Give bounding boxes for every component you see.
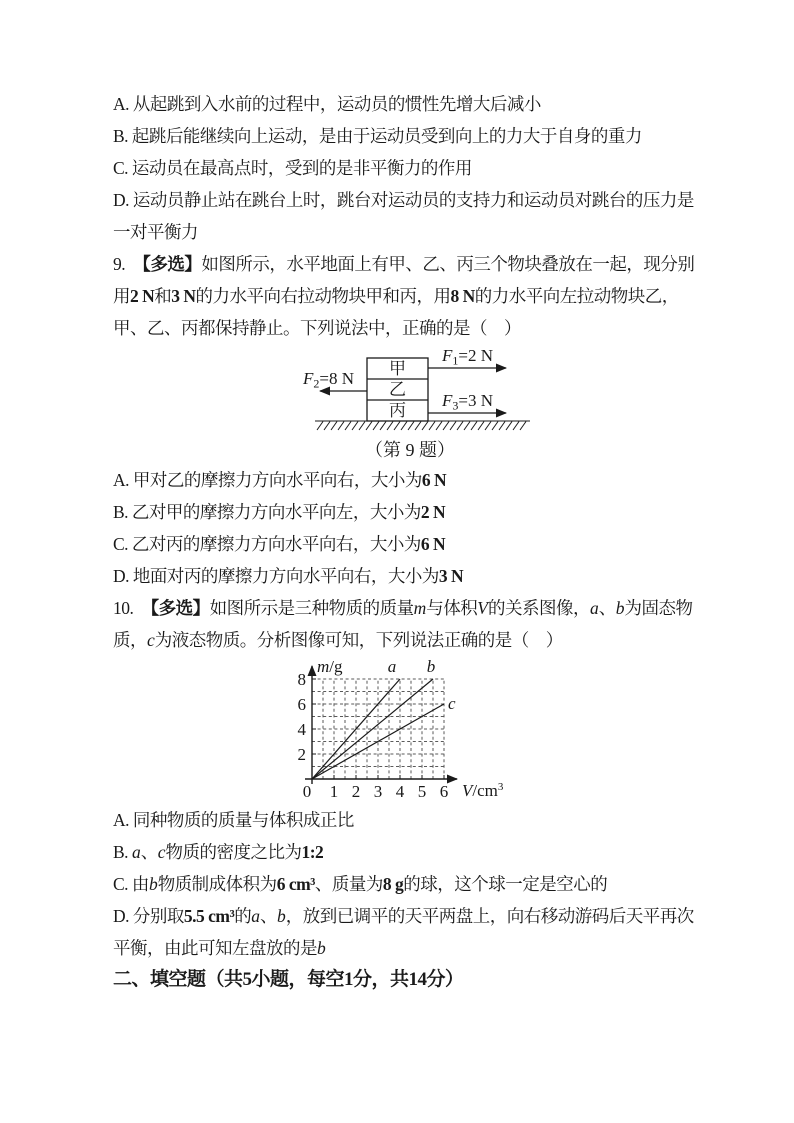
q9-option-d [113,560,697,592]
text-segment: D. 分别取 [113,906,184,926]
text-segment: 为液态物质。分析图像可知，下列说法正确的是（ ） [154,630,563,650]
y-axis-label: m/g [317,657,343,676]
series-label-c: c [448,694,456,713]
text-segment: a [589,598,599,618]
q8-option-d [113,184,697,248]
section2-title: 二、填空题（共5小题，每空1分，共14分） [113,969,464,990]
text-segment: c [147,630,155,650]
y-tick-2: 2 [297,745,306,764]
text-segment: 、质量为 [314,874,383,894]
series-label-b: b [426,657,436,676]
text-segment: 8 g [382,874,404,894]
text-segment: 为固态物质， [113,598,693,650]
text-segment: C. 运动员在最高点时，受到的是非平衡力的作用 [113,158,472,178]
text-segment: B. 乙对甲的摩擦力方向水平向左，大小为 [113,502,421,522]
q9-option-c [113,528,697,560]
ground-hatching [317,422,526,431]
plot-grid [312,679,444,779]
text-segment: 、 [598,598,616,618]
q10-option-d [113,900,697,964]
text-segment: 、 [259,906,277,926]
text-segment: A. 甲对乙的摩擦力方向水平向右，大小为 [113,470,422,490]
text-segment: 的力水平向左拉动物块乙，甲、乙、丙都保持静止。下列说法中，正确的是（ ） [113,286,679,338]
text-segment: B. [113,842,132,862]
q8-option-c [113,152,697,184]
q8-option-b [113,120,697,152]
x-tick-1: 1 [329,782,339,801]
text-segment: b [615,598,625,618]
text-segment: V [477,598,488,618]
x-tick-4: 4 [395,782,405,801]
x-tick-6: 6 [439,782,449,801]
q10-figure [265,656,697,804]
text-segment: D. 地面对丙的摩擦力方向水平向右，大小为 [113,566,439,586]
q8-option-a [113,88,697,120]
text-segment: D. 运动员静止站在跳台上时，跳台对运动员的支持力和运动员对跳台的压力是一对平衡力 [113,190,694,242]
stacked-blocks-diagram [300,346,545,464]
text-segment: 5.5 cm³ [183,906,235,926]
x-tick-0: 0 [302,782,312,801]
text-segment: a [251,906,260,926]
text-segment: 和 [154,286,172,306]
text-segment: 9. [113,254,126,274]
mass-volume-graph [265,656,515,804]
text-segment: b [317,938,326,958]
text-segment: b [276,906,286,926]
q10-option-c [113,868,697,900]
text-segment: 的力水平向右拉动物块甲和丙，用 [195,286,451,306]
text-segment: 物质的密度之比为 [165,842,302,862]
q9-option-b [113,496,697,528]
q9-option-a [113,464,697,496]
text-segment: 【多选】 [142,254,202,274]
text-segment: c [157,842,166,862]
q9-figure [300,346,697,464]
x-tick-2: 2 [351,782,361,801]
q10-option-b [113,836,697,868]
text-segment: 1:2 [301,842,324,862]
text-segment: a [131,842,141,862]
block-label-yi: 乙 [389,380,406,399]
text-segment: ，放到已调平的天平两盘上，向右移动游码后天平再次平衡，由此可知左盘放的是 [113,906,694,958]
text-segment: 6 cm³ [276,874,315,894]
text-segment: B. 起跳后能继续向上运动，是由于运动员受到向上的力大于自身的重力 [113,126,642,146]
text-segment: 3 N [171,286,196,306]
block-label-bing: 丙 [389,401,406,420]
text-segment: A. 从起跳到入水前的过程中，运动员的惯性先增大后减小 [113,94,541,114]
force-f1-label: $F_1=2$ N [442,346,494,368]
text-segment: 的球，这个球一定是空心的 [403,874,608,894]
text-segment: 的关系图像， [487,598,590,618]
q9-stem [113,248,697,344]
series-label-a: a [387,657,397,676]
text-segment: C. 乙对丙的摩擦力方向水平向右，大小为 [113,534,421,554]
text-segment: 物质制成体积为 [157,874,277,894]
text-segment: C. 由 [113,874,149,894]
text-segment: 2 N [130,286,155,306]
q10-stem [113,592,697,656]
text-segment: 、 [140,842,158,862]
figure9-caption: （第 9 题） [365,440,455,460]
text-segment: 与体积 [426,598,478,618]
text-segment: 的 [234,906,252,926]
text-segment: 3 N [438,566,464,586]
x-tick-3: 3 [373,782,383,801]
force-f2-label: $F_2=8$ N [303,369,355,391]
text-segment: 2 N [420,502,446,522]
x-axis-label: $V/cm^3$ [462,781,504,800]
y-tick-6: 6 [297,695,306,714]
q10-option-a [113,804,697,836]
y-tick-4: 4 [297,720,306,739]
text-segment: 如图所示，水平地面上有甲、乙、丙三个物块叠放在一起，现分别用 [113,254,695,306]
force-f3-label: $F_3=3$ N [442,391,494,413]
text-segment: 6 N [421,470,447,490]
text-segment: 【多选】 [150,598,210,618]
block-label-jia: 甲 [389,359,406,378]
text-segment: 如图所示是三种物质的质量 [209,598,414,618]
text-segment: A. 同种物质的质量与体积成正比 [113,810,354,830]
text-segment: 6 N [420,534,446,554]
text-segment: 10. [113,598,134,618]
y-tick-8: 8 [297,670,306,689]
text-segment [125,254,142,274]
text-segment: b [148,874,158,894]
x-tick-5: 5 [417,782,427,801]
text-segment: 8 N [450,286,475,306]
text-segment [133,598,150,618]
text-segment: m [413,598,427,618]
